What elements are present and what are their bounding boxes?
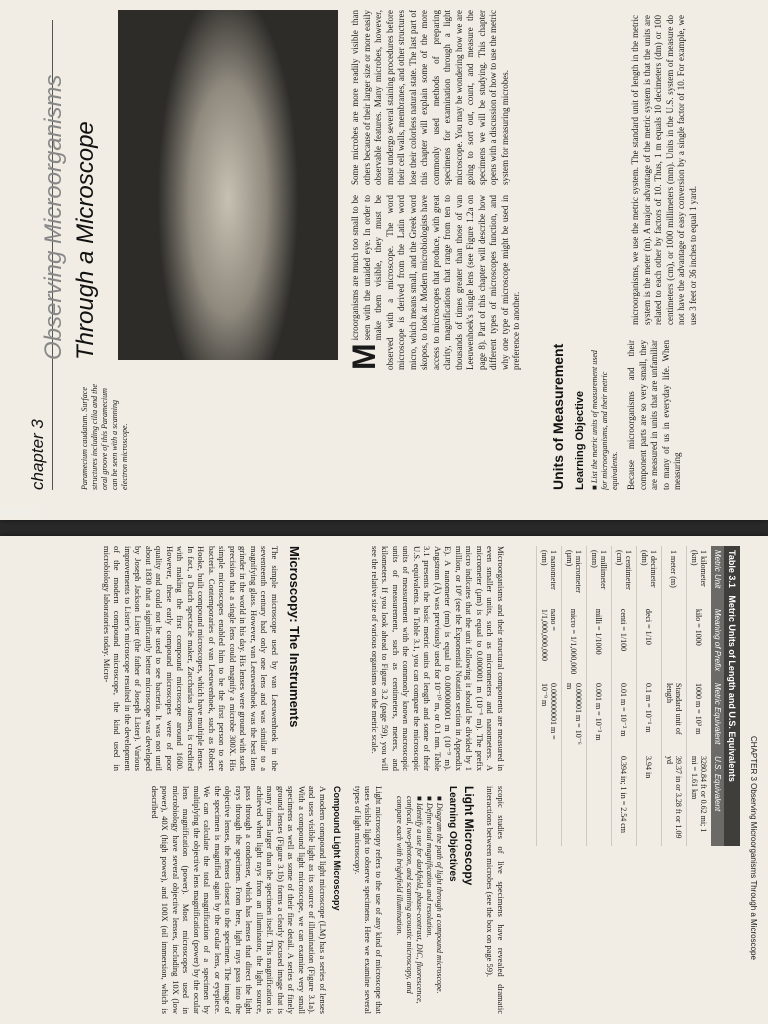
table-cell: centi = 1/100	[612, 605, 637, 679]
metric-table	[536, 546, 740, 846]
table-row	[537, 546, 562, 846]
table-cell	[662, 605, 687, 679]
table-cell: micro = 1/1,000,000	[562, 605, 587, 679]
table-row	[612, 546, 637, 846]
intro-col1	[346, 195, 523, 370]
table-cell: deci = 1/10	[637, 605, 662, 679]
lo-item: ■ Identify a use for darkfield, phase-contrast, DIC, fluorescence, confocal, two-photon, and scanning acoustic microscopy, and compare each with brightfield illumination.	[395, 796, 424, 1004]
running-head: CHAPTER 3 Observing Microorganisms Through a Microscope	[749, 736, 758, 960]
table-cell: Standard unit of length	[662, 679, 687, 752]
table-row	[687, 546, 712, 846]
table-row	[562, 546, 587, 846]
table-cell: 39.37 in or 3.28 ft or 1.09 yd	[662, 752, 687, 846]
photo-caption: Paramecium caudatum. Surface structures including cilia and the oral groove of this Paramecium can be seen with a scanning electron microscope.	[80, 384, 129, 490]
timestamp-overlay: 08:08	[2, 506, 36, 519]
right-top-paragraph: scopic studies of live specimens have revealed dramatic interactions between microbes (see the box on page 59).	[485, 786, 506, 1014]
table-cell: 1 kilometer (km)	[687, 546, 712, 605]
table-header-cell: Metric Unit	[711, 546, 724, 605]
units-col1: Because microorganisms and their component parts are so very small, they are measured in units that are unfamiliar to many of us in everyday life. When measuring	[626, 340, 682, 490]
table-cell: 0.394 in; 1 in = 2.54 cm	[612, 752, 637, 846]
table-label: Table 3.1	[727, 550, 737, 588]
units-lo-heading: Learning Objective	[574, 390, 586, 490]
light-paragraph: Light microscopy refers to the use of any kind of microscope that uses visible light to observe specimens. Here we examine several types of light microscopy.	[353, 786, 384, 1014]
page-lower	[0, 536, 768, 1024]
table-cell: nano = 1/1,000,000,000	[537, 605, 562, 679]
table-cell: 0.01 m = 10⁻² m	[612, 679, 637, 752]
table-header-cell: Meaning of Prefix	[711, 605, 724, 679]
bullet-square-icon: ■	[415, 796, 424, 803]
table-cell	[537, 752, 562, 846]
chapter-title-line1: Observing Microorganisms	[40, 74, 67, 360]
table-cell: 3280.84 ft or 0.62 mi; 1 mi = 1.61 km	[687, 752, 712, 846]
table-cell	[587, 752, 612, 846]
light-lo-list	[394, 786, 444, 1014]
light-microscopy-heading: Light Microscopy	[462, 786, 476, 886]
microscopy-paragraph: The simple microscope used by van Leeuwenhoek in the seventeenth century had only one lens and was similar to a magnifying glass. However, van Leeuwenhoek was the best lens grinder in the world in his day. His lenses were ground with such precision that a single lens could magnify a microbe 300X. His simple microscopes enabled him to be the first person to see bacteria. Contemporaries of van Leeuwenhoek, such as Robert Hooke, built compound microscopes, which have multiple lenses. In fact, a Dutch spectacle maker, Zaccharias Jansen, is credited with making the first compound microscope around 1600. However, these early compound microscopes were of poor quality and could not be used to see bacteria. It was not until about 1830 that a significantly better microscope was developed by Joseph Jackson Lister (the father of Joseph Lister). Various improvements to Lister's microscope resulted in the development of the modern compound microscope, the kind used in microbiology laboratories today. Micro-	[102, 546, 280, 771]
units-heading: Units of Measurement	[550, 343, 566, 490]
table-cell: 1 millimeter (mm)	[587, 546, 612, 605]
bullet-square-icon: ■	[425, 796, 434, 803]
chapter-title-line2: Through a Microscope	[72, 121, 99, 360]
units-col2: microorganisms, we use the metric system. The standard unit of length in the metric system is the meter (m). A major advantage of the metric system is that the units are related to each other by factors of 10. Thus, 1 m equals 10 decimeters (dm) or 100 centimeters (cm), or 1000 millimeters (mm). Units in the U.S. system of measure do not have the advantage of easy conversion by a single factor of 10. For example, we use 3 feet or 36 inches to equal 1 yard.	[630, 15, 698, 325]
table-cell: milli = 1/1000	[587, 605, 612, 679]
table-title: Metric Units of Length and U.S. Equivalents	[727, 595, 737, 782]
bullet-square-icon: ■	[590, 483, 599, 490]
table-row	[662, 546, 687, 846]
table-cell: 0.1 m = 10⁻¹ m	[637, 679, 662, 752]
compound-heading: Compound Light Microscopy	[332, 786, 342, 911]
table-cell	[562, 752, 587, 846]
table-cell: 1000 m = 10³ m	[687, 679, 712, 752]
drop-cap: M	[346, 343, 382, 370]
table-cell: 1 micrometer (µm)	[562, 546, 587, 605]
table-cell: kilo = 1000	[687, 605, 712, 679]
table-cell: 0.000001 m = 10⁻⁶ m	[562, 679, 587, 752]
units-lo-item: ■ List the metric units of measurement used for microorganisms, and their metric equivalents.	[590, 350, 619, 490]
table-cell: 1 decimeter (dm)	[637, 546, 662, 605]
compound-paragraph: A modern compound light microscope (LM) has a series of lenses and uses visible light as its source of illumination (Figure 3.1a). With a compound light microscope, we can examine very small specimens as well as some of their fine detail. A series of finely ground lenses (Figure 3.1b) forms a clearly focused image that is many times larger than the specimen itself. This magnification is achieved when light rays from an illuminator, the light source, pass through a condenser, which has lenses that direct the light rays through the specimen. From here, light rays pass into the objective lenses, the lenses closest to the specimen. The image of the specimen is magnified again by the ocular lens, or eyepiece. We can calculate the total magnification of a specimen by multiplying the objective lens magnification (power) by the ocular lens magnification (power). Most microscopes used in microbiology have several objective lenses, including 10X (low power), 40X (high power), and 100X (oil immersion, which is described	[150, 786, 328, 1014]
intro-col2: Some microbes are more readily visible than others because of their larger size or more easily observable features. Many microbes, however, must undergo several staining procedures before their cell walls, membranes, and other structures lose their colorless natural state. The last part of this chapter will explain some of the more commonly used methods of preparing specimens for examination through a light microscope. You may be wondering how we are going to sort out, count, and measure the specimens we will be studying. This chapter opens with a discussion of how to use the metric system for measuring microbes.	[350, 10, 510, 185]
metric-units-table	[536, 546, 724, 846]
light-lo-heading: Learning Objectives	[447, 786, 458, 882]
page-lower-content	[0, 536, 768, 1024]
table-cell: 1 centimeter (cm)	[612, 546, 637, 605]
lo-item: ■ Diagram the path of light through a compound microscope.	[435, 796, 444, 994]
bullet-square-icon: ■	[435, 796, 444, 803]
table-row	[637, 546, 662, 846]
chapter-label: chapter 3	[28, 419, 47, 490]
microscopy-heading: Microscopy: The Instruments	[287, 546, 302, 728]
paramecium-photo	[118, 10, 338, 360]
table-cell: 1 nanometer (nm)	[537, 546, 562, 605]
table-cell: 3.94 in	[637, 752, 662, 846]
table-caption	[724, 546, 740, 846]
table-header-cell: Metric Equivalent	[711, 679, 724, 752]
table-cell: 0.000000001 m = 10⁻⁹ m	[537, 679, 562, 752]
table-row	[587, 546, 612, 846]
table-header-cell: U.S. Equivalent	[711, 752, 724, 846]
metric-paragraph: Microorganisms and their structural components are measured in even smaller units, such as micrometers and nanometers. A micrometer (µm) is equal to 0.000001 m (10⁻⁶ m). The prefix micro indicates that the unit following it should be divided by 1 million, or 10⁶ (see the Exponential Notation section in Appendix E). A nanometer (nm) is equal to 0.000000001 m (10⁻⁹ m). Angstrom (Å) was previously used for 10⁻¹⁰ m, or 0.1 nm. Table 3.1 presents the basic metric units of length and some of their U.S. equivalents. In Table 3.1, you can compare the microscopic units of measurement with the commonly known macroscopic units of measurement, such as centimeters, meters, and kilometers. If you look ahead to Figure 3.2 (page 59), you will see the relative size of various organisms on the metric scale.	[370, 546, 506, 771]
intro-col1-text: icroorganisms are much too small to be seen with the unaided eye. In order to make them visible, they must be observed with a microscope. The word microscope is derived from the Latin word micro, which means small, and the Greek word skopos, to look at. Modern microbiologists have access to microscopes that produce, with great clarity, magnifications that range from ten to thousands of times greater than those of van Leeuwenhoek's single lens (see Figure 1.2a on page 8). Part of this chapter will describe how different types of microscopes function, and why one type of microscope might be used in preference to another.	[350, 195, 521, 370]
table-cell: 0.001 m = 10⁻³ m	[587, 679, 612, 752]
table-cell: 1 meter (m)	[662, 546, 687, 605]
lo-item: ■ Define total magnification and resolution.	[425, 796, 434, 938]
table-header-row	[711, 546, 724, 846]
